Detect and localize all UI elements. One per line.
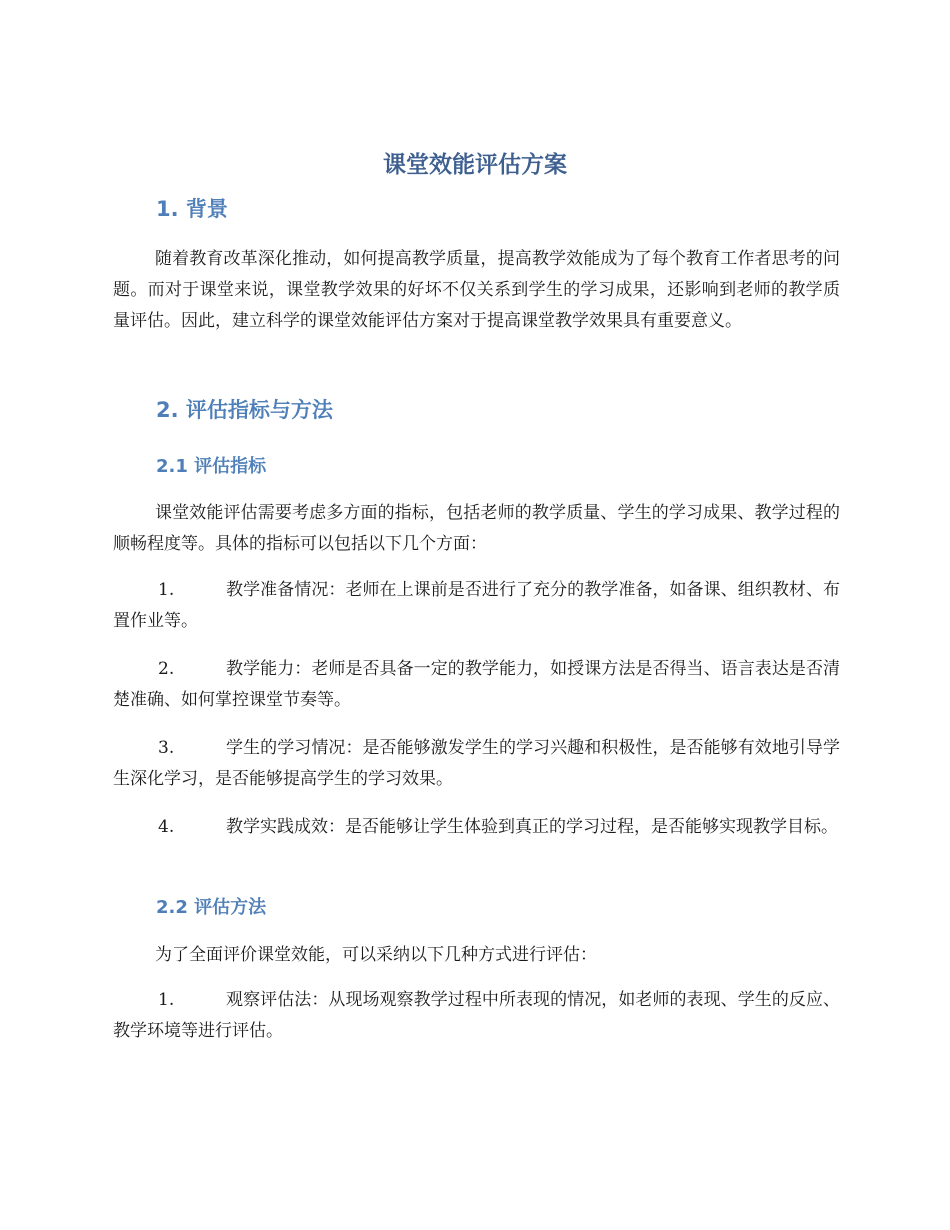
subsection-heading-methods: 2.2 评估方法 bbox=[156, 897, 267, 918]
list-item-number: 4. bbox=[158, 817, 175, 837]
list-item-text: 教学实践成效：是否能够让学生体验到真正的学习过程，是否能够实现教学目标。 bbox=[226, 817, 838, 837]
methods-intro-paragraph: 为了全面评价课堂效能，可以采纳以下几种方式进行评估： bbox=[155, 945, 597, 965]
list-item-number: 2. bbox=[158, 659, 175, 679]
subsection-heading-indicators: 2.1 评估指标 bbox=[156, 456, 267, 477]
method-list-item bbox=[113, 985, 840, 1047]
indicator-list-item bbox=[113, 575, 840, 637]
indicator-list-item bbox=[113, 733, 840, 795]
section-heading-indicators-methods: 2. 评估指标与方法 bbox=[156, 398, 333, 422]
list-item-number: 3. bbox=[158, 738, 175, 758]
section-heading-background: 1. 背景 bbox=[156, 197, 228, 221]
document-title: 课堂效能评估方案 bbox=[383, 152, 567, 178]
indicator-list-item bbox=[113, 654, 840, 716]
indicator-list-item bbox=[113, 812, 840, 843]
list-item-text: 观察评估法：从现场观察教学过程中所表现的情况，如老师的表现、学生的反应、教学环境等进行评估。 bbox=[113, 990, 840, 1041]
list-item-number: 1. bbox=[158, 580, 175, 600]
list-item-number: 1. bbox=[158, 990, 175, 1010]
indicators-intro-paragraph: 课堂效能评估需要考虑多方面的指标，包括老师的教学质量、学生的学习成果、教学过程的顺畅程度等。具体的指标可以包括以下几个方面： bbox=[113, 503, 840, 554]
list-item-text: 教学能力：老师是否具备一定的教学能力，如授课方法是否得当、语言表达是否清楚准确、如何掌控课堂节奏等。 bbox=[113, 659, 840, 710]
background-paragraph: 随着教育改革深化推动，如何提高教学质量，提高教学效能成为了每个教育工作者思考的问题。而对于课堂来说，课堂教学效果的好坏不仅关系到学生的学习成果，还影响到老师的教学质量评估。因此，建立科学的课堂效能评估方案对于提高课堂教学效果具有重要意义。 bbox=[113, 249, 840, 331]
list-item-text: 教学准备情况：老师在上课前是否进行了充分的教学准备，如备课、组织教材、布置作业等。 bbox=[113, 580, 840, 631]
list-item-text: 学生的学习情况：是否能够激发学生的学习兴趣和积极性，是否能够有效地引导学生深化学习，是否能够提高学生的学习效果。 bbox=[113, 738, 840, 789]
